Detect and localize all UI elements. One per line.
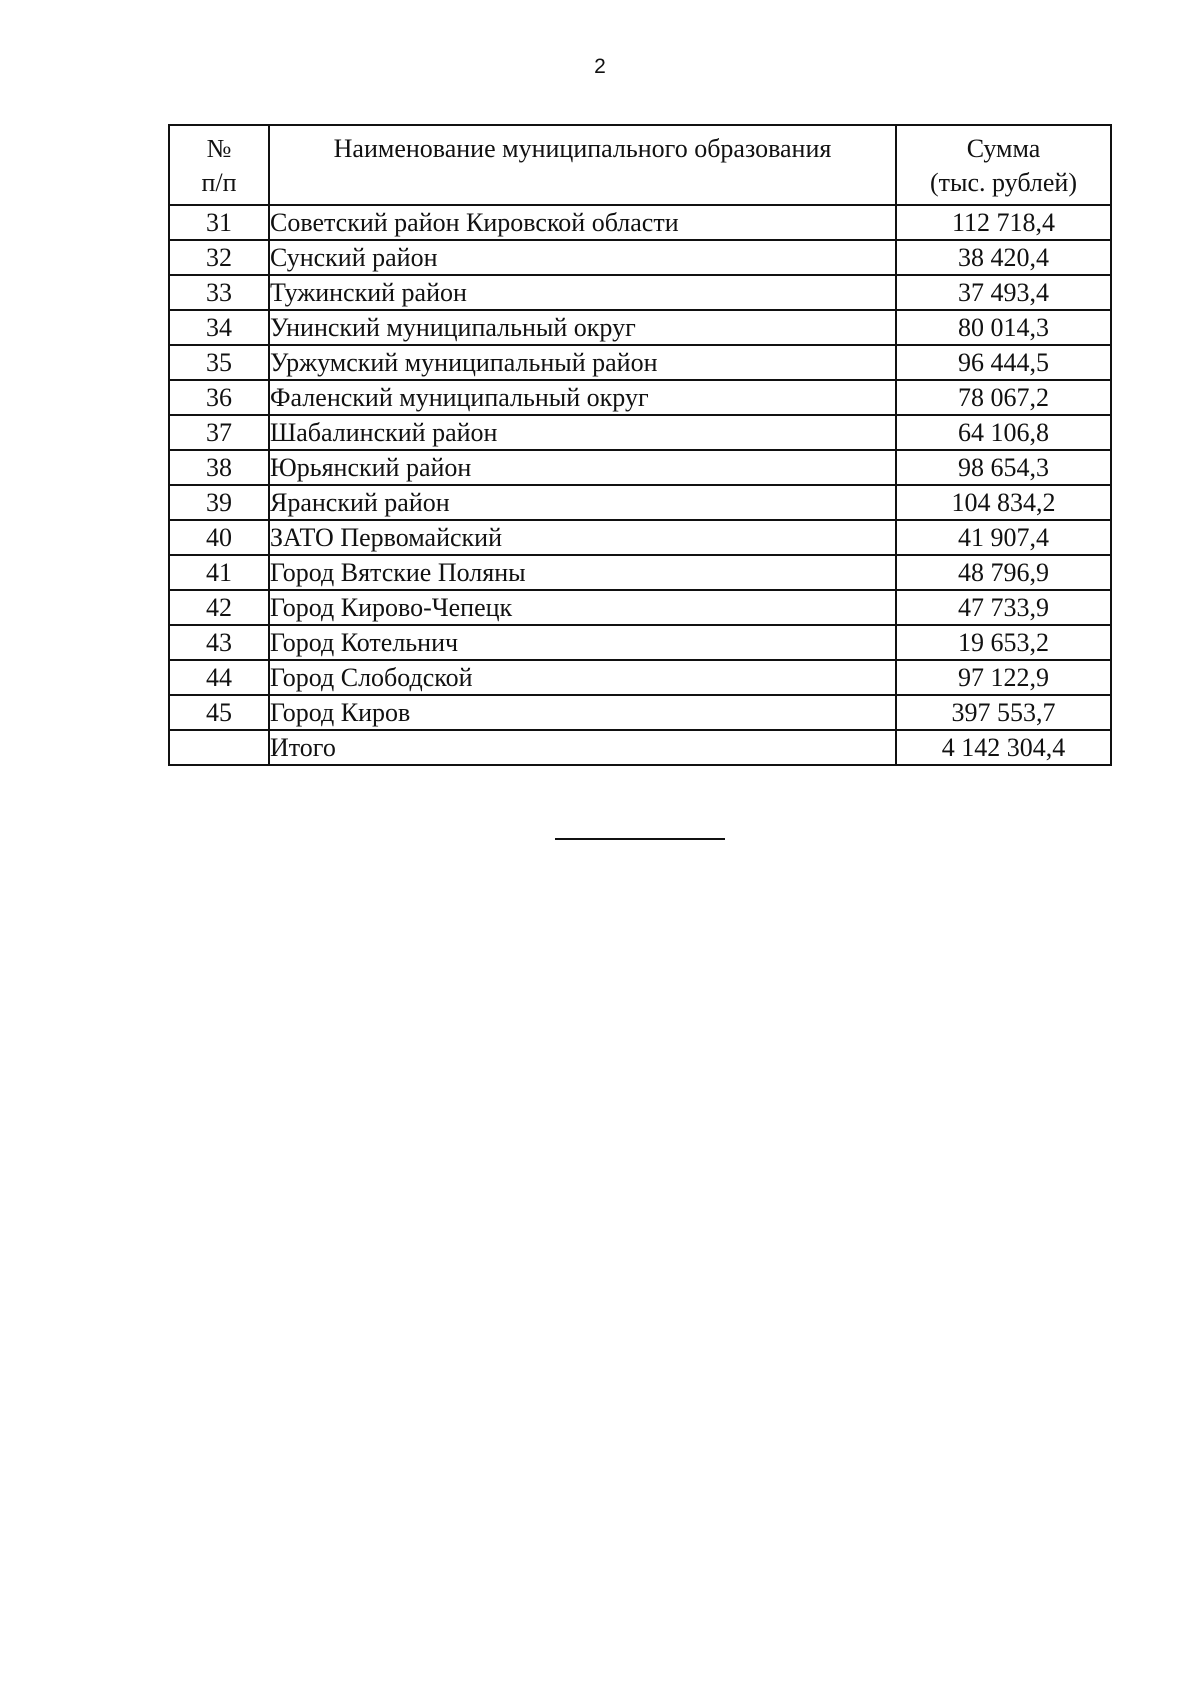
total-number <box>169 730 269 765</box>
table-row <box>169 275 1111 310</box>
row-sum: 98 654,3 <box>896 450 1111 485</box>
row-sum: 112 718,4 <box>896 205 1111 240</box>
table-row <box>169 590 1111 625</box>
row-number: 41 <box>169 555 269 590</box>
header-number <box>169 125 269 205</box>
row-number: 44 <box>169 660 269 695</box>
row-sum: 41 907,4 <box>896 520 1111 555</box>
row-number: 45 <box>169 695 269 730</box>
row-sum: 397 553,7 <box>896 695 1111 730</box>
row-municipality-name: Город Кирово-Чепецк <box>269 590 896 625</box>
row-sum: 80 014,3 <box>896 310 1111 345</box>
row-sum: 104 834,2 <box>896 485 1111 520</box>
row-sum: 47 733,9 <box>896 590 1111 625</box>
row-number: 40 <box>169 520 269 555</box>
total-row <box>169 730 1111 765</box>
row-municipality-name: Уржумский муниципальный район <box>269 345 896 380</box>
row-sum: 37 493,4 <box>896 275 1111 310</box>
table-row <box>169 345 1111 380</box>
row-sum: 78 067,2 <box>896 380 1111 415</box>
row-municipality-name: ЗАТО Первомайский <box>269 520 896 555</box>
row-municipality-name: Шабалинский район <box>269 415 896 450</box>
row-sum: 48 796,9 <box>896 555 1111 590</box>
row-number: 37 <box>169 415 269 450</box>
table-row <box>169 240 1111 275</box>
row-number: 31 <box>169 205 269 240</box>
row-sum: 19 653,2 <box>896 625 1111 660</box>
row-sum: 97 122,9 <box>896 660 1111 695</box>
row-municipality-name: Унинский муниципальный округ <box>269 310 896 345</box>
row-number: 34 <box>169 310 269 345</box>
row-number: 39 <box>169 485 269 520</box>
table-row <box>169 450 1111 485</box>
table-row <box>169 485 1111 520</box>
closing-rule <box>555 838 725 840</box>
table-header-row <box>169 125 1111 205</box>
table-row <box>169 380 1111 415</box>
row-number: 38 <box>169 450 269 485</box>
table-row <box>169 520 1111 555</box>
header-sum <box>896 125 1111 205</box>
row-number: 32 <box>169 240 269 275</box>
row-municipality-name: Город Вятские Поляны <box>269 555 896 590</box>
row-municipality-name: Город Слободской <box>269 660 896 695</box>
row-municipality-name: Сунский район <box>269 240 896 275</box>
row-number: 35 <box>169 345 269 380</box>
total-label: Итого <box>269 730 896 765</box>
allocation-table <box>168 124 1112 766</box>
table-row <box>169 205 1111 240</box>
table-row <box>169 660 1111 695</box>
row-municipality-name: Фаленский муниципальный округ <box>269 380 896 415</box>
header-municipality-name <box>269 125 896 205</box>
table-row <box>169 310 1111 345</box>
row-sum: 38 420,4 <box>896 240 1111 275</box>
header-name-text: Наименование муниципального образования <box>333 134 832 163</box>
table-row <box>169 695 1111 730</box>
row-municipality-name: Яранский район <box>269 485 896 520</box>
row-number: 42 <box>169 590 269 625</box>
row-sum: 96 444,5 <box>896 345 1111 380</box>
row-municipality-name: Город Котельнич <box>269 625 896 660</box>
row-municipality-name: Тужинский район <box>269 275 896 310</box>
row-municipality-name: Юрьянский район <box>269 450 896 485</box>
page-number: 2 <box>594 55 606 78</box>
table-row <box>169 625 1111 660</box>
header-number-symbol: № <box>206 134 232 163</box>
row-municipality-name: Город Киров <box>269 695 896 730</box>
table-row <box>169 555 1111 590</box>
row-sum: 64 106,8 <box>896 415 1111 450</box>
total-sum: 4 142 304,4 <box>896 730 1111 765</box>
row-municipality-name: Советский район Кировской области <box>269 205 896 240</box>
row-number: 36 <box>169 380 269 415</box>
table-row <box>169 415 1111 450</box>
header-number-abbrev: п/п <box>201 167 237 197</box>
table-body <box>169 205 1111 765</box>
header-sum-title: Сумма <box>966 134 1041 163</box>
row-number: 33 <box>169 275 269 310</box>
header-sum-unit: (тыс. рублей) <box>929 167 1077 197</box>
row-number: 43 <box>169 625 269 660</box>
